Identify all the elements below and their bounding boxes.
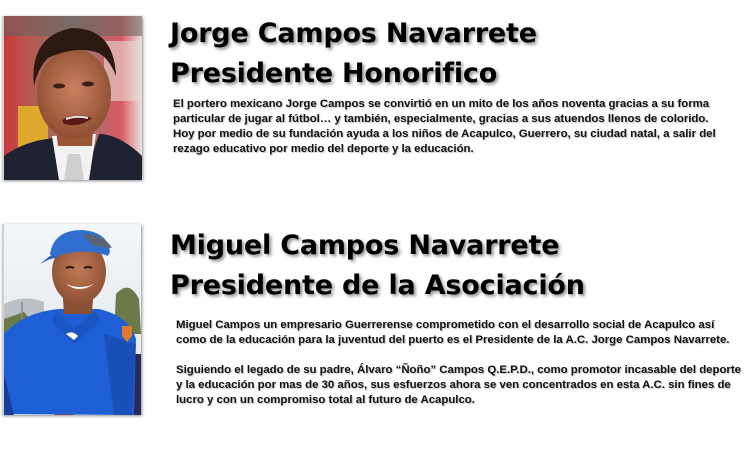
person-title: Presidente de la Asociación [170, 270, 585, 301]
bio-paragraph: Siguiendo el legado de su padre, Álvaro “Ñoño” Campos Q.E.P.D., como promotor incasable del deporte y la educación por mas de 30 años, sus esfuerzos ahora se ven concentrados en esta A.C. sin fines de lucro y con un compromiso total al futuro de Acapulco. [176, 364, 741, 406]
person-name: Miguel Campos Navarrete [170, 230, 560, 261]
profile-bio [176, 318, 742, 408]
bio-paragraph: Hoy por medio de su fundación ayuda a los niños de Acapulco, Guerrero, su ciudad natal, a salir del rezago educativo por medio del deporte y la educación. [173, 128, 716, 155]
portrait-photo-miguel-campos [2, 224, 141, 415]
bio-paragraph: El portero mexicano Jorge Campos se convirtió en un mito de los años noventa gracias a su forma particular de jugar al fútbol… y también, especialmente, gracias a sus atuendos llenos de colorido. [173, 98, 710, 125]
bio-paragraph: Miguel Campos un empresario Guerrerense comprometido con el desarrollo social de Acapulco así como de la educación para la juventud del puerto es el Presidente de la A.C. Jorge Campos Navarrete. [176, 319, 730, 346]
person-title: Presidente Honorifico [170, 58, 498, 89]
person-portrait-icon [4, 224, 141, 415]
profile-heading [170, 226, 585, 306]
person-name: Jorge Campos Navarrete [170, 18, 537, 49]
